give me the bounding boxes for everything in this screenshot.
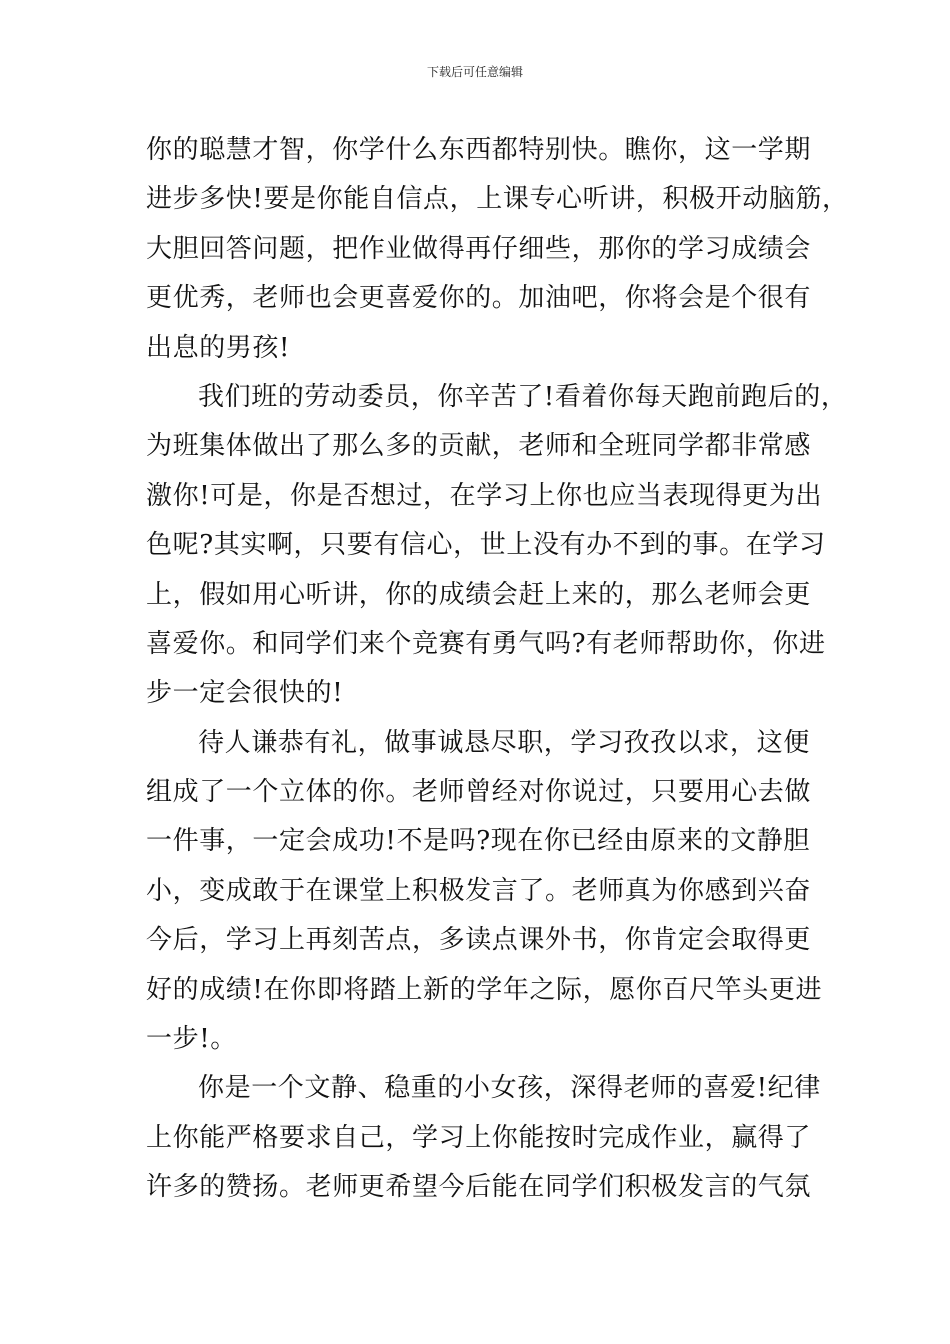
text-line: 更优秀，老师也会更喜爱你的。加油吧，你将会是个很有 (146, 283, 812, 314)
text-line: 为班集体做出了那么多的贡献，老师和全班同学都非常感 (146, 431, 812, 462)
text-line: 上，假如用心听讲，你的成绩会赶上来的，那么老师会更 (146, 579, 812, 610)
paragraph-4 (146, 1064, 846, 1212)
text-line: 一件事，一定会成功!不是吗?现在你已经由原来的文静胆 (146, 826, 810, 857)
text-line: 组成了一个立体的你。老师曾经对你说过，只要用心去做 (146, 777, 812, 808)
text-line: 进步多快!要是你能自信点，上课专心听讲，积极开动脑筋， (146, 184, 849, 215)
document-body (146, 126, 849, 1213)
text-line: 色呢?其实啊，只要有信心，世上没有办不到的事。在学习 (146, 530, 826, 561)
text-line: 出息的男孩! (146, 332, 291, 363)
page-header: 下载后可任意编辑 (426, 65, 523, 79)
text-line: 待人谦恭有礼，做事诚恳尽职，学习孜孜以求，这便 (198, 727, 810, 758)
text-line: 我们班的劳动委员，你辛苦了!看着你每天跑前跑后的， (198, 381, 848, 412)
text-line: 许多的赞扬。老师更希望今后能在同学们积极发言的气氛 (146, 1172, 812, 1203)
paragraph-3 (146, 719, 846, 1065)
text-line: 你是一个文静、稳重的小女孩，深得老师的喜爱!纪律 (198, 1073, 821, 1104)
paragraph-1 (146, 126, 849, 373)
text-line: 上你能严格要求自己，学习上你能按时完成作业，赢得了 (146, 1122, 812, 1153)
text-line: 小，变成敢于在课堂上积极发言了。老师真为你感到兴奋 (146, 875, 812, 906)
text-line: 喜爱你。和同学们来个竞赛有勇气吗?有老师帮助你，你进 (146, 628, 826, 659)
text-line: 大胆回答问题，把作业做得再仔细些，那你的学习成绩会 (146, 233, 812, 264)
text-line: 激你!可是，你是否想过，在学习上你也应当表现得更为出 (146, 480, 823, 511)
text-line: 一步!。 (146, 1024, 237, 1055)
paragraph-2 (146, 373, 846, 719)
text-line: 好的成绩!在你即将踏上新的学年之际，愿你百尺竿头更进 (146, 974, 823, 1005)
text-line: 步一定会很快的! (146, 678, 344, 709)
text-line: 今后，学习上再刻苦点，多读点课外书，你肯定会取得更 (146, 925, 812, 956)
text-line: 你的聪慧才智，你学什么东西都特别快。瞧你，这一学期 (146, 135, 812, 165)
